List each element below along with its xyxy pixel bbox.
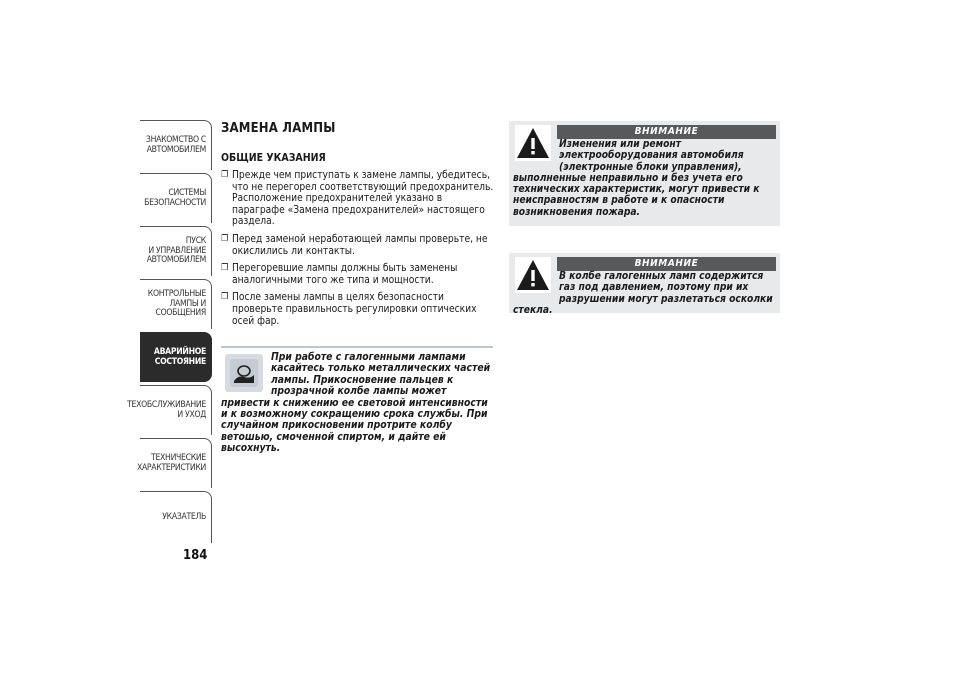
tab-vehicle-intro[interactable]: [140, 120, 212, 170]
list-item: ❐ После замены лампы в целях безопасности проверьте правильность регулировки оптических осей фар.: [221, 292, 496, 327]
tab-starting-driving[interactable]: [140, 226, 212, 276]
warning-header: ВНИМАНИЕ: [557, 257, 776, 271]
tab-label: КОНТРОЛЬНЫЕ ЛАМПЫ И СООБЩЕНИЯ: [147, 289, 206, 319]
tab-emergency[interactable]: [140, 332, 212, 382]
tab-label: ТЕХНИЧЕСКИЕ ХАРАКТЕРИСТИКИ: [136, 453, 206, 473]
halogen-note: [221, 346, 493, 455]
warning-triangle-icon: [515, 125, 551, 161]
tab-warning-lights[interactable]: [140, 279, 212, 329]
warning-triangle-icon: [515, 257, 551, 293]
section-subtitle: ОБЩИЕ УКАЗАНИЯ: [221, 152, 326, 164]
instruction-list: [221, 170, 496, 333]
tab-label: УКАЗАТЕЛЬ: [162, 511, 206, 522]
note-text: При работе с галогенными лампами касайтесь только металлических частей лампы. Прикосновение пальцев к прозрачной колбе лампы может привести к снижению ее световой интенсивности и к возможному сокращению срока службы. При случайном прикосновении протрите колбу ветошью, смоченной спиртом, и дайте ей высохнуть.: [221, 351, 491, 455]
tab-index[interactable]: [140, 491, 212, 543]
hand-bulb-icon: [225, 354, 263, 392]
tab-label: ТЕХОБСЛУЖИВАНИЕ И УХОД: [127, 400, 206, 420]
warning-text: В колбе галогенных ламп содержится газ под давлением, поэтому при их разрушении могут разлетаться осколки стекла.: [513, 271, 773, 316]
warning-box-electrical: [509, 121, 780, 226]
warning-text: Изменения или ремонт электрооборудования автомобиля (электронные блоки управления), выполненные неправильно и без учета его технических характеристик, могут привести к неисправностям в работе и к опасности возникновения пожара.: [513, 139, 760, 218]
tab-label: СИСТЕМЫ БЕЗОПАСНОСТИ: [144, 188, 206, 208]
tab-label: ЗНАКОМСТВО С АВТОМОБИЛЕМ: [145, 135, 206, 155]
list-item: ❐ Перегоревшие лампы должны быть заменены аналогичными того же типа и мощности.: [221, 263, 496, 286]
tab-label: ПУСК И УПРАВЛЕНИЕ АВТОМОБИЛЕМ: [146, 236, 206, 266]
tab-maintenance[interactable]: [127, 385, 212, 435]
list-item: ❐ Перед заменой неработающей лампы проверьте, не окислились ли контакты.: [221, 234, 496, 257]
list-item: ❐ Прежде чем приступать к замене лампы, убедитесь, что не перегорел соответствующий предохранитель. Расположение предохранителей указано в параграфе «Замена предохранителей» настоящего раздела.: [221, 170, 496, 228]
tab-technical-specs[interactable]: [136, 438, 212, 488]
warning-header: ВНИМАНИЕ: [557, 125, 776, 139]
tab-label: АВАРИЙНОЕ СОСТОЯНИЕ: [153, 347, 206, 367]
page-number: 184: [183, 548, 208, 563]
warning-box-halogen: [509, 253, 780, 316]
page-title: ЗАМЕНА ЛАМПЫ: [221, 121, 336, 136]
tab-safety-systems[interactable]: [140, 173, 212, 223]
